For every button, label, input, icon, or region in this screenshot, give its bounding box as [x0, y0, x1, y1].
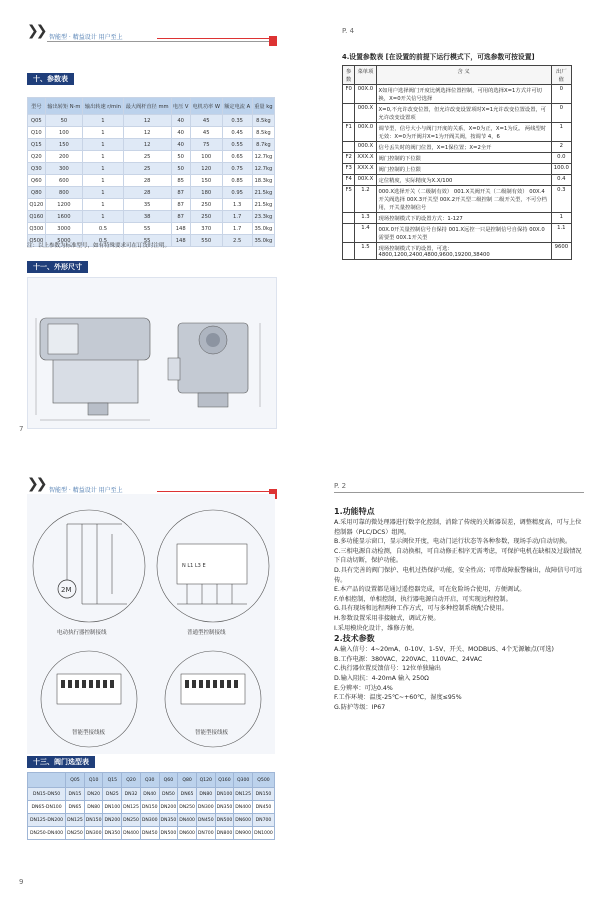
- table-cell: 8.5kg: [252, 115, 274, 127]
- table-cell: 87: [171, 211, 190, 223]
- spec-line: F.工作环境：温度-25℃~+60℃，湿度≤95%: [334, 694, 462, 702]
- table-cell: DN50: [159, 788, 178, 801]
- svg-text:2M: 2M: [61, 586, 72, 594]
- default-cell: 0: [551, 85, 571, 104]
- desc-cell: 阀门控制的下位限: [376, 153, 551, 164]
- table-row: [28, 115, 275, 127]
- default-cell: 0.4: [551, 175, 571, 186]
- page-features: [312, 458, 602, 898]
- table-cell: 28: [123, 175, 171, 187]
- table-row: [28, 127, 275, 139]
- table-cell: Q500: [28, 235, 46, 247]
- default-cell: 0.3: [551, 186, 571, 213]
- param-cell: F2: [343, 153, 355, 164]
- desc-cell: X如用户选择阀门开度比例选择位置控制，可用的选择X=1方式并可切换，X=0开关信号选择: [376, 85, 551, 104]
- table-cell: 1: [83, 139, 124, 151]
- table-cell: 0.5: [83, 223, 124, 235]
- item-cell: 00X.X: [355, 175, 376, 186]
- param-cell: F0: [343, 85, 355, 104]
- item-cell: 1.5: [355, 243, 376, 260]
- table-cell: DN20: [84, 788, 103, 801]
- table-cell: Q60: [28, 175, 46, 187]
- table-cell: DN500: [159, 827, 178, 840]
- table-cell: DN350: [159, 814, 178, 827]
- spec-line: A.输入信号：4~20mA、0-10V、1-5V、开关、MODBUS、4个无源触点(可选): [334, 646, 554, 654]
- chevron-logo-icon: ❯❯: [27, 23, 45, 39]
- table-cell: 1.7: [222, 211, 252, 223]
- valve-header-cell: Q10: [84, 773, 103, 788]
- table-cell: 12: [123, 127, 171, 139]
- table-cell: 550: [190, 235, 222, 247]
- terminal-caption-left: 智能型接线板: [72, 730, 106, 736]
- valve-header-cell: [28, 773, 66, 788]
- table-cell: 1: [83, 199, 124, 211]
- table-cell: 12.7kg: [252, 151, 274, 163]
- table-cell: 55: [123, 235, 171, 247]
- header-text: 智能型 · 精益设计 用户至上: [49, 34, 123, 41]
- feature-paragraph: G.具有现场和远程两种工作方式，可与多种控制系统配合使用。: [334, 605, 508, 613]
- table-cell: DN1000: [252, 827, 274, 840]
- page-settings: [312, 5, 602, 445]
- params-header-cell: 型号: [28, 98, 46, 115]
- table-cell: 1: [83, 127, 124, 139]
- page-wiring: [5, 458, 295, 898]
- table-cell: DN40: [140, 788, 159, 801]
- section-selection-title: 十三、阀门选型表: [27, 756, 95, 768]
- table-cell: DN600: [178, 827, 197, 840]
- default-cell: 0.0: [551, 153, 571, 164]
- desc-cell: 信号丢失时的阀门位置，X=1保位置；X=2全开: [376, 142, 551, 153]
- param-cell: [343, 213, 355, 224]
- feature-paragraph: A.采用可靠的微处理器进行数字化控制，消除了传统的关断器误差，调整精度高，可与上位控制器（PLC/DCS）组网。: [334, 519, 582, 536]
- spec-line: C.执行器位置反馈信号：12位单独输出: [334, 665, 441, 673]
- table-cell: DN65-DN100: [28, 801, 66, 814]
- table-cell: 35.0kg: [252, 235, 274, 247]
- settings-header-row: [343, 66, 572, 85]
- table-cell: DN125: [234, 788, 253, 801]
- table-row: [343, 85, 572, 104]
- param-cell: F5: [343, 186, 355, 213]
- table-row: [343, 123, 572, 142]
- param-cell: F4: [343, 175, 355, 186]
- table-cell: 8.5kg: [252, 127, 274, 139]
- table-cell: DN250-DN400: [28, 827, 66, 840]
- param-cell: [343, 142, 355, 153]
- table-cell: DN80: [196, 788, 215, 801]
- settings-header-cell: 菜单项: [355, 66, 376, 85]
- default-cell: 9600: [551, 243, 571, 260]
- table-cell: DN600: [234, 814, 253, 827]
- table-cell: 150: [190, 175, 222, 187]
- param-cell: [343, 104, 355, 123]
- table-cell: 50: [45, 115, 82, 127]
- table-cell: DN125: [66, 814, 85, 827]
- table-cell: 1: [83, 115, 124, 127]
- table-cell: 50: [171, 163, 190, 175]
- feature-paragraph: H.参数设置采用非接触式，调试方便。: [334, 614, 440, 622]
- table-cell: DN200: [103, 814, 122, 827]
- table-cell: DN400: [234, 801, 253, 814]
- table-cell: DN800: [215, 827, 234, 840]
- table-cell: 23.3kg: [252, 211, 274, 223]
- spec-line: E.分辨率：可达0.4%: [334, 684, 393, 692]
- table-cell: DN450: [140, 827, 159, 840]
- valve-header-cell: Q500: [252, 773, 274, 788]
- table-row: [28, 223, 275, 235]
- settings-table: [342, 65, 572, 260]
- table-cell: DN100: [103, 801, 122, 814]
- table-cell: DN900: [234, 827, 253, 840]
- table-cell: DN15-DN50: [28, 788, 66, 801]
- table-cell: 100: [45, 127, 82, 139]
- table-row: [28, 801, 275, 814]
- table-cell: 40: [171, 127, 190, 139]
- table-cell: DN15: [66, 788, 85, 801]
- table-row: [28, 814, 275, 827]
- table-cell: 18.3kg: [252, 175, 274, 187]
- valve-header-cell: Q160: [215, 773, 234, 788]
- table-cell: 1: [83, 187, 124, 199]
- table-cell: DN350: [215, 801, 234, 814]
- table-cell: 12.7kg: [252, 163, 274, 175]
- features-text: [334, 506, 584, 712]
- page-label: P. 4: [342, 27, 355, 35]
- table-cell: DN250: [178, 801, 197, 814]
- table-cell: 35.0kg: [252, 223, 274, 235]
- table-cell: DN300: [140, 814, 159, 827]
- diagram-caption-left: 电动执行器控制接线: [57, 630, 107, 636]
- table-cell: 148: [171, 223, 190, 235]
- table-cell: 21.5kg: [252, 187, 274, 199]
- table-cell: 0.45: [222, 127, 252, 139]
- table-cell: 50: [171, 151, 190, 163]
- chevron-logo-icon: ❯❯: [27, 476, 45, 492]
- table-cell: Q15: [28, 139, 46, 151]
- table-row: [28, 139, 275, 151]
- table-cell: Q120: [28, 199, 46, 211]
- item-cell: 00X.0: [355, 85, 376, 104]
- desc-cell: 00X.0开关量控制信号自保持 001.X远控一只是控制信号自保持 00X.0需要型 00X.1开关型: [376, 224, 551, 243]
- wiring-diagrams: [27, 494, 275, 754]
- table-cell: 1: [83, 151, 124, 163]
- table-cell: DN400: [122, 827, 141, 840]
- table-cell: DN400: [178, 814, 197, 827]
- table-row: [343, 224, 572, 243]
- table-cell: 180: [190, 187, 222, 199]
- features-heading: 1.功能特点: [334, 507, 375, 516]
- table-cell: DN700: [196, 827, 215, 840]
- settings-header-cell: 含 义: [376, 66, 551, 85]
- desc-cell: 现场控制模式下的设置方式：1-127: [376, 213, 551, 224]
- table-cell: 1600: [45, 211, 82, 223]
- table-row: [28, 175, 275, 187]
- spec-line: G.防护等级：IP67: [334, 703, 386, 711]
- params-header-cell: 电压 V: [171, 98, 190, 115]
- table-cell: 1: [83, 175, 124, 187]
- table-cell: DN125: [122, 801, 141, 814]
- feature-paragraph: B.多功能显示窗口，显示阀位开度，电动门运行状态等各种参数，现场手动/自动切换。: [334, 538, 572, 546]
- table-cell: 120: [190, 163, 222, 175]
- params-header-cell: 电机功率 W: [190, 98, 222, 115]
- valve-header-cell: Q80: [178, 773, 197, 788]
- valve-header-cell: Q05: [66, 773, 85, 788]
- table-cell: DN150: [140, 801, 159, 814]
- desc-cell: 000.X选择开关（二级制有效） 001.X关阀开关（二级制有效） 00X.4开关阀选择 00X.3开关型 00X.2开关型二级控制 二级开关型，不可分档用，开关量控制信号: [376, 186, 551, 213]
- table-cell: DN500: [215, 814, 234, 827]
- table-cell: 0.35: [222, 115, 252, 127]
- table-cell: 150: [45, 139, 82, 151]
- table-cell: 87: [171, 187, 190, 199]
- table-cell: 1.7: [222, 223, 252, 235]
- table-row: [28, 187, 275, 199]
- table-cell: 0.95: [222, 187, 252, 199]
- table-cell: 148: [171, 235, 190, 247]
- feature-paragraph: E.本产品的设置都是通过遥控器完成，可在危险场合使用，方便调试。: [334, 586, 526, 594]
- desc-cell: X=0,不允许改变位置，但允许改变设置项时X=1允许改变位置设置，可允许改变设置项: [376, 104, 551, 123]
- table-cell: DN250: [122, 814, 141, 827]
- table-cell: 55: [123, 223, 171, 235]
- table-cell: DN250: [66, 827, 85, 840]
- table-cell: 0.5: [83, 235, 124, 247]
- feature-paragraph: I.采用模块化设计，维修方便。: [334, 624, 419, 632]
- desc-cell: 阀门控制的上位限: [376, 164, 551, 175]
- table-cell: 200: [45, 151, 82, 163]
- params-header-cell: 额定电流 A: [222, 98, 252, 115]
- table-cell: 40: [171, 115, 190, 127]
- table-cell: Q300: [28, 223, 46, 235]
- table-cell: 100: [190, 151, 222, 163]
- param-cell: [343, 243, 355, 260]
- table-cell: 1.3: [222, 199, 252, 211]
- settings-header-cell: 参数: [343, 66, 355, 85]
- default-cell: 1: [551, 123, 571, 142]
- table-cell: 250: [190, 199, 222, 211]
- page-number: 9: [19, 878, 24, 886]
- settings-title: 4.设置参数表 [在设置的前提下运行模式下，可选参数可按设置]: [342, 53, 535, 61]
- section-dims-title: 十一、外形尺寸: [27, 261, 88, 273]
- feature-paragraph: F.单相控制，单相控制，执行器电源自动开启，可实现远程控制。: [334, 595, 512, 603]
- params-header-cell: 重量 kg: [252, 98, 274, 115]
- table-cell: DN80: [84, 801, 103, 814]
- table-cell: 12: [123, 115, 171, 127]
- table-row: [343, 213, 572, 224]
- default-cell: 100.0: [551, 164, 571, 175]
- table-row: [343, 243, 572, 260]
- table-cell: 0.75: [222, 163, 252, 175]
- table-cell: 35: [123, 199, 171, 211]
- default-cell: 1: [551, 213, 571, 224]
- table-cell: DN300: [196, 801, 215, 814]
- table-cell: 45: [190, 115, 222, 127]
- spec-line: B.工作电源：380VAC、220VAC、110VAC、24VAC: [334, 655, 483, 663]
- feature-paragraph: D.具有完善的阀门保护、电机过热保护功能，安全性高；可带故障报警输出，故障信号可远传。: [334, 566, 583, 584]
- page-label: P. 2: [334, 482, 347, 490]
- table-cell: DN25: [103, 788, 122, 801]
- table-cell: Q80: [28, 187, 46, 199]
- params-header-cell: 最大阀杆直径 mm: [123, 98, 171, 115]
- table-cell: Q160: [28, 211, 46, 223]
- table-cell: 1: [83, 163, 124, 175]
- table-row: [28, 199, 275, 211]
- item-cell: XXX.X: [355, 153, 376, 164]
- table-cell: 1200: [45, 199, 82, 211]
- table-cell: 40: [171, 139, 190, 151]
- params-note: 注：以上参数为标准型号，如有特殊要求可在订货时注明。: [27, 243, 171, 249]
- table-cell: DN450: [196, 814, 215, 827]
- table-cell: DN65: [66, 801, 85, 814]
- page-params: [5, 5, 295, 445]
- page-header: [27, 23, 277, 43]
- table-cell: 3000: [45, 223, 82, 235]
- table-row: [28, 827, 275, 840]
- table-cell: Q20: [28, 151, 46, 163]
- table-cell: 28: [123, 187, 171, 199]
- param-cell: [343, 224, 355, 243]
- default-cell: 0: [551, 104, 571, 123]
- item-cell: 1.3: [355, 213, 376, 224]
- diagram-caption-right: 普通型控制接线: [187, 630, 226, 636]
- table-cell: DN65: [178, 788, 197, 801]
- table-row: [28, 163, 275, 175]
- desc-cell: 现场控制模式下的设置，可选：4800,1200,2400,4800,9600,19200,38400: [376, 243, 551, 260]
- item-cell: 00X.0: [355, 123, 376, 142]
- table-cell: 12: [123, 139, 171, 151]
- table-cell: 21.5kg: [252, 199, 274, 211]
- table-cell: DN125-DN200: [28, 814, 66, 827]
- table-cell: 5000: [45, 235, 82, 247]
- table-cell: Q10: [28, 127, 46, 139]
- table-cell: 75: [190, 139, 222, 151]
- specs-heading: 2.技术参数: [334, 634, 375, 644]
- table-cell: 600: [45, 175, 82, 187]
- table-row: [343, 175, 572, 186]
- item-cell: 000.X: [355, 104, 376, 123]
- params-table: [27, 97, 275, 247]
- table-cell: DN150: [84, 814, 103, 827]
- table-cell: 87: [171, 199, 190, 211]
- table-cell: 38: [123, 211, 171, 223]
- page-number: 7: [19, 425, 24, 433]
- valve-header-cell: Q20: [122, 773, 141, 788]
- table-cell: 25: [123, 163, 171, 175]
- table-row: [28, 211, 275, 223]
- table-cell: 0.65: [222, 151, 252, 163]
- table-cell: DN300: [84, 827, 103, 840]
- svg-text:N L1 L3 E: N L1 L3 E: [182, 563, 206, 569]
- table-cell: 2.5: [222, 235, 252, 247]
- section-params-title: 十、参数表: [27, 73, 74, 85]
- table-row: [343, 142, 572, 153]
- param-cell: F3: [343, 164, 355, 175]
- table-cell: DN700: [252, 814, 274, 827]
- table-cell: DN200: [159, 801, 178, 814]
- terminal-caption-right: 智能型接线板: [195, 730, 229, 736]
- table-cell: DN350: [103, 827, 122, 840]
- table-cell: 1: [83, 211, 124, 223]
- desc-cell: 调节型，信号大小与阀门开度的关系，X=0为正，X=1为反。 两线型时无效：X=0为开阀并X=1为开阀关阀，按调节 4，6: [376, 123, 551, 142]
- table-cell: 85: [171, 175, 190, 187]
- default-cell: 2: [551, 142, 571, 153]
- valve-header-cell: Q30: [140, 773, 159, 788]
- item-cell: 1.4: [355, 224, 376, 243]
- table-row: [28, 788, 275, 801]
- table-cell: 45: [190, 127, 222, 139]
- table-cell: 8.7kg: [252, 139, 274, 151]
- table-cell: DN450: [252, 801, 274, 814]
- item-cell: 000.X: [355, 142, 376, 153]
- table-row: [28, 151, 275, 163]
- table-row: [343, 153, 572, 164]
- table-row: [343, 164, 572, 175]
- valve-selection-table: [27, 772, 275, 840]
- table-cell: DN150: [252, 788, 274, 801]
- spec-line: D.输入阻抗：4-20mA 输入 250Ω: [334, 674, 429, 682]
- desc-cell: 定位精度，实际精度为X.X/100: [376, 175, 551, 186]
- table-cell: 370: [190, 223, 222, 235]
- item-cell: XXX.X: [355, 164, 376, 175]
- valve-header-cell: Q300: [234, 773, 253, 788]
- params-header-cell: 输出转速 r/min: [83, 98, 124, 115]
- item-cell: 1.2: [355, 186, 376, 213]
- valve-header-cell: Q120: [196, 773, 215, 788]
- feature-paragraph: C.三相电源自动检测，自动换相，可自动修正相序无需考虑，可保护电机在缺相及过载情况下自动切断，保护功能。: [334, 547, 582, 565]
- table-cell: DN32: [122, 788, 141, 801]
- table-cell: DN100: [215, 788, 234, 801]
- default-cell: 1.1: [551, 224, 571, 243]
- valve-header-cell: Q15: [103, 773, 122, 788]
- params-header-cell: 输出转矩 N·m: [45, 98, 82, 115]
- dimension-drawing: [27, 277, 277, 429]
- param-cell: F1: [343, 123, 355, 142]
- table-cell: 0.55: [222, 139, 252, 151]
- table-cell: Q05: [28, 115, 46, 127]
- table-row: [343, 186, 572, 213]
- valve-header-row: [28, 773, 275, 788]
- table-cell: 25: [123, 151, 171, 163]
- table-cell: 250: [190, 211, 222, 223]
- valve-header-cell: Q60: [159, 773, 178, 788]
- header-text: 智能型 · 精益设计 用户至上: [49, 487, 123, 494]
- table-cell: 0.85: [222, 175, 252, 187]
- table-cell: Q30: [28, 163, 46, 175]
- settings-header-cell: 出厂值: [551, 66, 571, 85]
- params-header-row: [28, 98, 275, 115]
- table-row: [343, 104, 572, 123]
- table-cell: 300: [45, 163, 82, 175]
- table-cell: 800: [45, 187, 82, 199]
